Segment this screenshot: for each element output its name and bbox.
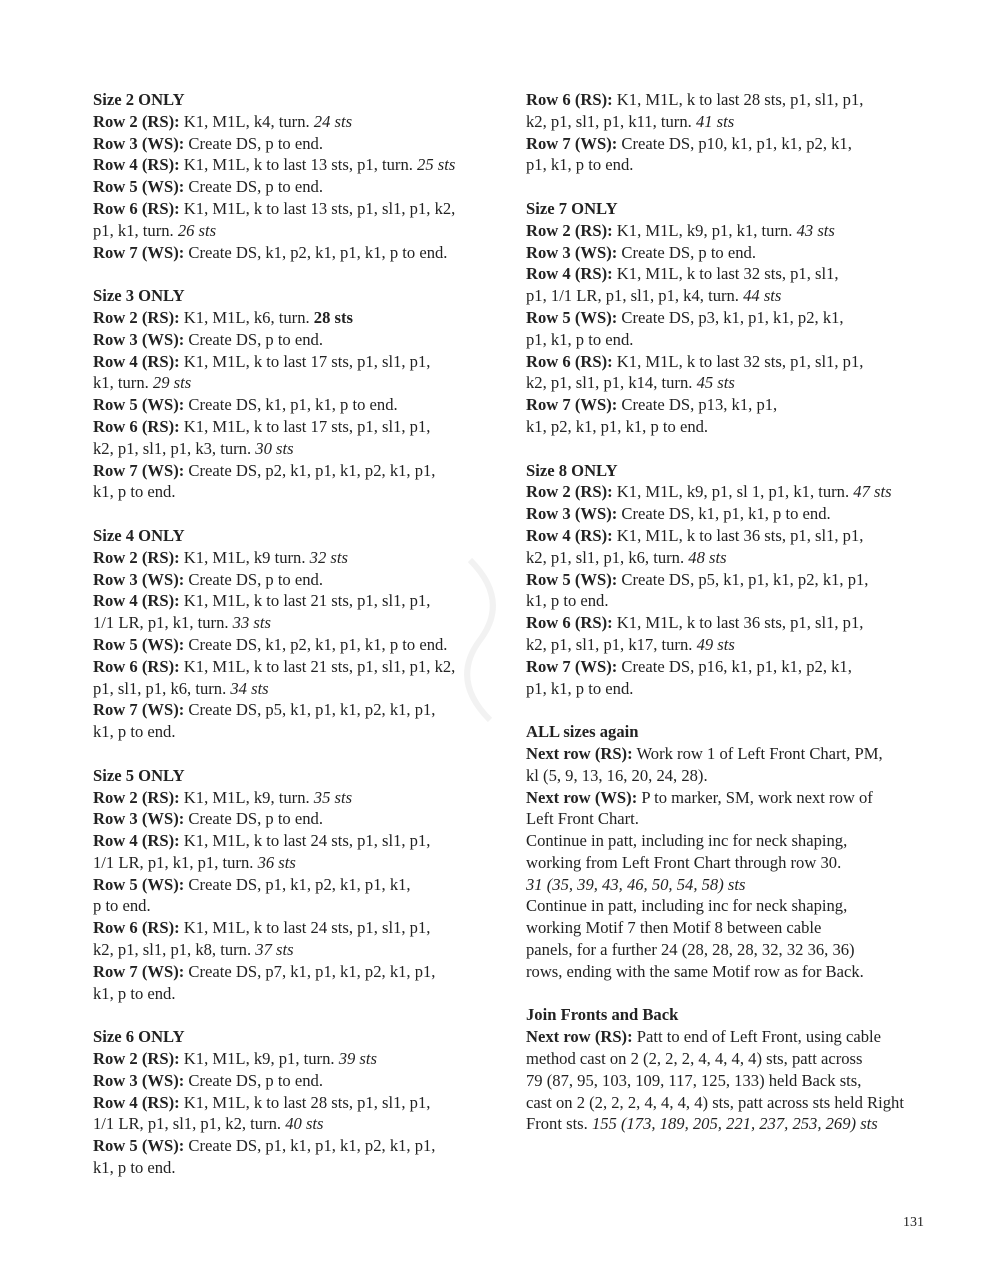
section-heading: Size 5 ONLY <box>93 765 185 785</box>
instruction-line <box>93 634 493 656</box>
instruction-text: Create DS, p to end. <box>184 133 323 153</box>
instruction-text: method cast on 2 (2, 2, 2, 4, 4, 4, 4) sts, patt across <box>526 1049 863 1069</box>
row-label: Row 7 (WS): <box>526 133 618 153</box>
section-heading: Join Fronts and Back <box>526 1005 679 1025</box>
instruction-text: p1, k1, p to end. <box>526 678 634 698</box>
stitch-count: 29 sts <box>152 373 192 393</box>
row-label: Row 4 (RS): <box>93 591 180 611</box>
instruction-text: Create DS, p to end. <box>184 1070 323 1090</box>
instruction-text: Create DS, k1, p1, k1, p to end. <box>617 504 831 524</box>
instruction-text: Create DS, k1, p2, k1, p1, k1, p to end. <box>184 242 448 262</box>
instruction-line <box>93 874 493 896</box>
instruction-line <box>93 133 493 155</box>
instruction-text: 79 (87, 95, 103, 109, 117, 125, 133) held Back sts, <box>526 1070 862 1090</box>
row-label: Next row (WS): <box>526 787 638 807</box>
instruction-line <box>526 939 936 961</box>
instruction-line <box>526 351 936 373</box>
stitch-count: 43 sts <box>796 220 835 240</box>
instruction-text: Create DS, p1, k1, p1, k1, p2, k1, p1, <box>184 1136 436 1156</box>
stitch-count: 47 sts <box>853 482 892 502</box>
row-label: Next row (RS): <box>526 743 633 763</box>
instruction-line <box>526 503 936 525</box>
row-label: Row 2 (RS): <box>93 547 180 567</box>
row-label: Row 5 (WS): <box>93 874 185 894</box>
row-label: Row 4 (RS): <box>93 155 180 175</box>
instruction-text: Create DS, p16, k1, p1, k1, p2, k1, <box>617 656 852 676</box>
row-label: Row 5 (WS): <box>93 1136 185 1156</box>
stitch-count: 30 sts <box>255 438 294 458</box>
row-label: Row 5 (WS): <box>93 634 185 654</box>
row-label: Row 2 (RS): <box>93 1049 180 1069</box>
instruction-line <box>93 242 493 264</box>
stitch-count: 26 sts <box>177 220 217 240</box>
instruction-line <box>93 460 493 482</box>
instruction-text: kl (5, 9, 13, 16, 20, 24, 28). <box>526 765 708 785</box>
stitch-count: 44 sts <box>743 286 782 306</box>
stitch-count: 45 sts <box>696 373 735 393</box>
section-heading: Size 3 ONLY <box>93 286 185 306</box>
instruction-line <box>93 569 493 591</box>
instruction-line <box>93 481 493 503</box>
row-label: Row 6 (RS): <box>93 656 180 676</box>
instruction-text: K1, M1L, k6, turn. <box>179 307 314 327</box>
instruction-line <box>526 154 936 176</box>
instruction-line <box>93 307 493 329</box>
instruction-text: working from Left Front Chart through row 30. <box>526 852 842 872</box>
instruction-text: Front sts. <box>526 1114 592 1134</box>
instruction-text: Create DS, k1, p1, k1, p to end. <box>184 395 398 415</box>
instruction-text: K1, M1L, k to last 21 sts, p1, sl1, p1, k2, <box>179 656 456 676</box>
page-number: 131 <box>903 1215 924 1230</box>
instruction-text: 1/1 LR, p1, k1, p1, turn. <box>93 852 258 872</box>
row-label: Row 4 (RS): <box>526 525 613 545</box>
instruction-line <box>526 1092 936 1114</box>
instruction-line <box>526 89 936 111</box>
instruction-text: k1, p to end. <box>93 722 176 742</box>
instruction-line <box>526 242 936 264</box>
instruction-line <box>93 438 493 460</box>
row-label: Row 6 (RS): <box>526 613 613 633</box>
row-label: Row 3 (WS): <box>93 569 185 589</box>
right-column <box>526 89 936 1157</box>
instruction-text: K1, M1L, k9, p1, k1, turn. <box>612 220 797 240</box>
instruction-text: panels, for a further 24 (28, 28, 28, 32, 32 36, 36) <box>526 940 855 960</box>
row-label: Row 5 (WS): <box>526 569 618 589</box>
row-label: Row 2 (RS): <box>93 787 180 807</box>
instruction-text: P to marker, SM, work next row of <box>637 787 873 807</box>
instruction-line <box>526 808 936 830</box>
stitch-count: 41 sts <box>695 111 735 131</box>
instruction-text: k1, p to end. <box>93 1158 176 1178</box>
pattern-section <box>526 1004 936 1135</box>
instruction-text: K1, M1L, k to last 28 sts, p1, sl1, p1, <box>179 1092 431 1112</box>
pattern-section <box>93 285 493 503</box>
instruction-text: K1, M1L, k9 turn. <box>179 547 310 567</box>
instruction-line <box>526 590 936 612</box>
instruction-line <box>93 111 493 133</box>
row-label: Row 3 (WS): <box>93 329 185 349</box>
row-label: Row 7 (WS): <box>93 700 185 720</box>
instruction-line <box>93 983 493 1005</box>
row-label: Row 4 (RS): <box>526 264 613 284</box>
instruction-line <box>93 699 493 721</box>
instruction-text: p1, k1, turn. <box>93 220 178 240</box>
instruction-text: Create DS, p to end. <box>184 177 323 197</box>
instruction-text: K1, M1L, k to last 36 sts, p1, sl1, p1, <box>612 525 864 545</box>
row-label: Row 4 (RS): <box>93 831 180 851</box>
row-label: Next row (RS): <box>526 1027 633 1047</box>
instruction-text: Create DS, p13, k1, p1, <box>617 395 778 415</box>
instruction-text: k1, p to end. <box>93 983 176 1003</box>
row-label: Row 7 (WS): <box>93 460 185 480</box>
instruction-line <box>93 351 493 373</box>
instruction-line <box>93 830 493 852</box>
instruction-line <box>526 569 936 591</box>
instruction-line <box>93 656 493 678</box>
row-label: Row 3 (WS): <box>93 1070 185 1090</box>
instruction-line <box>526 656 936 678</box>
instruction-line <box>526 220 936 242</box>
instruction-line <box>526 961 936 983</box>
pattern-section <box>93 525 493 743</box>
instruction-text: k1, p to end. <box>93 482 176 502</box>
row-label: Row 5 (WS): <box>93 395 185 415</box>
instruction-line <box>526 1048 936 1070</box>
instruction-text: k2, p1, sl1, p1, k3, turn. <box>93 438 256 458</box>
instruction-text: K1, M1L, k to last 24 sts, p1, sl1, p1, <box>179 831 431 851</box>
instruction-line <box>93 1092 493 1114</box>
instruction-line <box>93 1070 493 1092</box>
instruction-line <box>526 307 936 329</box>
instruction-text: k2, p1, sl1, p1, k6, turn. <box>526 547 689 567</box>
stitch-count: 49 sts <box>696 634 735 654</box>
row-label: Row 6 (RS): <box>93 198 180 218</box>
instruction-line <box>93 939 493 961</box>
instruction-line <box>526 1070 936 1092</box>
instruction-text: Create DS, p10, k1, p1, k1, p2, k1, <box>617 133 852 153</box>
row-label: Row 6 (RS): <box>526 351 613 371</box>
row-label: Row 5 (WS): <box>93 177 185 197</box>
instruction-line <box>526 329 936 351</box>
instruction-text: Create DS, p3, k1, p1, k1, p2, k1, <box>617 307 844 327</box>
instruction-text: Create DS, p to end. <box>184 329 323 349</box>
instruction-text: p1, k1, p to end. <box>526 155 634 175</box>
instruction-text: K1, M1L, k to last 17 sts, p1, sl1, p1, <box>179 416 431 436</box>
stitch-count: 37 sts <box>255 940 294 960</box>
instruction-text: Patt to end of Left Front, using cable <box>632 1027 882 1047</box>
instruction-text: Left Front Chart. <box>526 809 639 829</box>
instruction-line <box>526 1026 936 1048</box>
instruction-text: Create DS, p7, k1, p1, k1, p2, k1, p1, <box>184 961 436 981</box>
instruction-text: k2, p1, sl1, p1, k14, turn. <box>526 373 697 393</box>
pattern-section <box>526 721 936 983</box>
instruction-text: Continue in patt, including inc for neck shaping, <box>526 896 848 916</box>
instruction-text: Create DS, p2, k1, p1, k1, p2, k1, p1, <box>184 460 436 480</box>
instruction-line <box>93 1135 493 1157</box>
instruction-text: working Motif 7 then Motif 8 between cable <box>526 918 822 938</box>
pattern-section <box>526 89 936 176</box>
instruction-line <box>526 678 936 700</box>
instruction-text: K1, M1L, k9, p1, sl 1, p1, k1, turn. <box>612 482 854 502</box>
stitch-count: 31 (35, 39, 43, 46, 50, 54, 58) sts <box>526 874 746 894</box>
section-heading: Size 2 ONLY <box>93 90 185 109</box>
instruction-line <box>93 154 493 176</box>
instruction-line <box>93 895 493 917</box>
instruction-text: k1, p to end. <box>526 591 609 611</box>
instruction-text: cast on 2 (2, 2, 2, 4, 4, 4, 4) sts, patt across sts held Right <box>526 1092 904 1112</box>
instruction-line <box>526 852 936 874</box>
instruction-text: k2, p1, sl1, p1, k17, turn. <box>526 634 697 654</box>
instruction-line <box>526 743 936 765</box>
instruction-text: K1, M1L, k to last 36 sts, p1, sl1, p1, <box>612 613 864 633</box>
instruction-line <box>93 612 493 634</box>
instruction-text: K1, M1L, k to last 32 sts, p1, sl1, <box>612 264 839 284</box>
row-label: Row 7 (WS): <box>93 961 185 981</box>
stitch-count: 32 sts <box>309 547 348 567</box>
row-label: Row 7 (WS): <box>526 395 618 415</box>
pattern-section <box>526 460 936 700</box>
instruction-line <box>526 1113 936 1135</box>
section-heading: ALL sizes again <box>526 722 639 742</box>
instruction-line <box>526 895 936 917</box>
instruction-text: K1, M1L, k9, turn. <box>179 787 314 807</box>
row-label: Row 6 (RS): <box>93 416 180 436</box>
row-label: Row 2 (RS): <box>93 307 180 327</box>
instruction-line <box>93 176 493 198</box>
instruction-text: K1, M1L, k to last 21 sts, p1, sl1, p1, <box>179 591 431 611</box>
row-label: Row 5 (WS): <box>526 307 618 327</box>
instruction-text: Create DS, p1, k1, p2, k1, p1, k1, <box>184 874 411 894</box>
instruction-line <box>93 917 493 939</box>
instruction-text: Work row 1 of Left Front Chart, PM, <box>632 743 883 763</box>
instruction-line <box>93 808 493 830</box>
stitch-count: 34 sts <box>230 678 269 698</box>
instruction-line <box>526 830 936 852</box>
instruction-line <box>526 111 936 133</box>
instruction-line <box>526 765 936 787</box>
row-label: Row 3 (WS): <box>93 809 185 829</box>
instruction-line <box>526 481 936 503</box>
stitch-count: 35 sts <box>313 787 353 807</box>
pattern-section <box>526 198 936 438</box>
instruction-text: p1, 1/1 LR, p1, sl1, p1, k4, turn. <box>526 286 744 306</box>
row-label: Row 6 (RS): <box>93 918 180 938</box>
stitch-count: 24 sts <box>313 111 353 131</box>
instruction-line <box>93 329 493 351</box>
stitch-count: 40 sts <box>285 1114 324 1134</box>
instruction-line <box>526 133 936 155</box>
instruction-line <box>526 285 936 307</box>
instruction-line <box>93 721 493 743</box>
pattern-section <box>93 89 493 263</box>
row-label: Row 4 (RS): <box>93 1092 180 1112</box>
row-label: Row 6 (RS): <box>526 90 613 109</box>
row-label: Row 2 (RS): <box>526 482 613 502</box>
instruction-line <box>526 874 936 896</box>
instruction-text: 1/1 LR, p1, k1, turn. <box>93 613 233 633</box>
instruction-line <box>526 917 936 939</box>
instruction-text: p1, sl1, p1, k6, turn. <box>93 678 231 698</box>
instruction-text: K1, M1L, k to last 28 sts, p1, sl1, p1, <box>612 90 864 109</box>
row-label: Row 3 (WS): <box>526 242 618 262</box>
section-heading: Size 8 ONLY <box>526 460 618 480</box>
instruction-line <box>526 525 936 547</box>
instruction-line <box>93 852 493 874</box>
instruction-text: k2, p1, sl1, p1, k8, turn. <box>93 940 256 960</box>
instruction-line <box>93 198 493 220</box>
instruction-line <box>526 612 936 634</box>
instruction-text: K1, M1L, k to last 13 sts, p1, sl1, p1, k2, <box>179 198 456 218</box>
row-label: Row 3 (WS): <box>526 504 618 524</box>
row-label: Row 3 (WS): <box>93 133 185 153</box>
instruction-text: Create DS, k1, p2, k1, p1, k1, p to end. <box>184 634 448 654</box>
stitch-count: 36 sts <box>257 852 296 872</box>
instruction-text: K1, M1L, k to last 24 sts, p1, sl1, p1, <box>179 918 431 938</box>
instruction-line <box>93 416 493 438</box>
row-label: Row 4 (RS): <box>93 351 180 371</box>
instruction-line <box>93 547 493 569</box>
instruction-line <box>93 1113 493 1135</box>
row-label: Row 2 (RS): <box>526 220 613 240</box>
instruction-line <box>93 678 493 700</box>
section-heading: Size 6 ONLY <box>93 1027 185 1047</box>
row-label: Row 7 (WS): <box>526 656 618 676</box>
stitch-count: 25 sts <box>417 155 456 175</box>
instruction-text: Create DS, p5, k1, p1, k1, p2, k1, p1, <box>617 569 869 589</box>
instruction-text: Create DS, p5, k1, p1, k1, p2, k1, p1, <box>184 700 436 720</box>
left-column <box>93 89 493 1201</box>
instruction-text: 1/1 LR, p1, sl1, p1, k2, turn. <box>93 1114 286 1134</box>
instruction-line <box>526 394 936 416</box>
pattern-section <box>93 1026 493 1179</box>
instruction-line <box>93 590 493 612</box>
instruction-text: K1, M1L, k to last 13 sts, p1, turn. <box>179 155 418 175</box>
instruction-line <box>526 634 936 656</box>
stitch-count: 48 sts <box>688 547 727 567</box>
instruction-text: K1, M1L, k to last 32 sts, p1, sl1, p1, <box>612 351 864 371</box>
stitch-count: 28 sts <box>313 307 353 327</box>
instruction-text: K1, M1L, k9, p1, turn. <box>179 1049 339 1069</box>
section-heading: Size 7 ONLY <box>526 198 618 218</box>
section-heading: Size 4 ONLY <box>93 525 185 545</box>
instruction-text: K1, M1L, k to last 17 sts, p1, sl1, p1, <box>179 351 431 371</box>
instruction-text: p to end. <box>93 896 151 916</box>
instruction-text: K1, M1L, k4, turn. <box>179 111 314 131</box>
instruction-line <box>526 787 936 809</box>
instruction-text: k2, p1, sl1, p1, k11, turn. <box>526 111 696 131</box>
row-label: Row 7 (WS): <box>93 242 185 262</box>
stitch-count: 155 (173, 189, 205, 221, 237, 253, 269) sts <box>591 1114 878 1134</box>
instruction-line <box>93 394 493 416</box>
instruction-text: rows, ending with the same Motif row as for Back. <box>526 961 864 981</box>
instruction-line <box>93 961 493 983</box>
instruction-text: Create DS, p to end. <box>617 242 756 262</box>
instruction-line <box>526 547 936 569</box>
instruction-text: k1, p2, k1, p1, k1, p to end. <box>526 416 709 436</box>
instruction-line <box>526 263 936 285</box>
instruction-text: k1, turn. <box>93 373 153 393</box>
instruction-line <box>526 372 936 394</box>
instruction-line <box>93 787 493 809</box>
stitch-count: 39 sts <box>338 1049 377 1069</box>
instruction-line <box>93 1048 493 1070</box>
instruction-text: p1, k1, p to end. <box>526 329 634 349</box>
instruction-line <box>93 220 493 242</box>
instruction-line <box>93 1157 493 1179</box>
instruction-line <box>93 372 493 394</box>
instruction-text: Continue in patt, including inc for neck shaping, <box>526 831 848 851</box>
instruction-text: Create DS, p to end. <box>184 569 323 589</box>
stitch-count: 33 sts <box>232 613 271 633</box>
instruction-line <box>526 416 936 438</box>
instruction-text: Create DS, p to end. <box>184 809 323 829</box>
row-label: Row 2 (RS): <box>93 111 180 131</box>
pattern-section <box>93 765 493 1005</box>
